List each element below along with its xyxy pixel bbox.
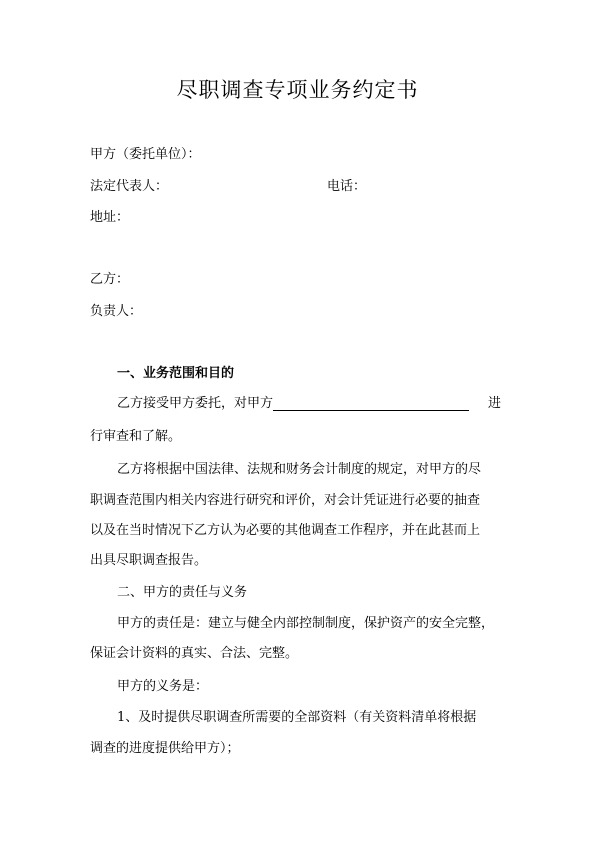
duty-label: 甲方的义务是： [117,679,209,694]
responsibility-line-2: 保证会计资料的真实、合法、完整。 [90,646,299,661]
responsibility-line-1: 甲方的责任是：建立与健全内部控制制度，保护资产的安全完整， [117,616,495,631]
party-a-label: 甲方（委托单位）： [90,147,201,162]
address-label: 地址： [90,210,130,225]
phone-label: 电话： [327,179,367,194]
paragraph-2-line-2: 职调查范围内相关内容进行研究和评价，对会计凭证进行必要的抽查 [90,493,481,508]
duty-1-line-2: 调查的进度提供给甲方）； [90,741,240,756]
section-1-paragraph-1 [117,392,469,411]
paragraph-2-line-4: 出具尽职调查报告。 [90,553,208,568]
paragraph-2-line-1: 乙方将根据中国法律、法规和财务会计制度的规定，对甲方的尽 [117,462,482,477]
legal-representative-label: 法定代表人： [90,179,169,194]
paragraph-1-text-before: 乙方接受甲方委托，对甲方 [117,396,274,411]
paragraph-1-text-after: 进 [488,396,502,411]
party-b-label: 乙方： [90,272,130,287]
section-2-heading: 二、甲方的责任与义务 [117,585,248,600]
paragraph-1-line-2: 行审查和了解。 [90,429,182,444]
duty-1-line-1: 1、及时提供尽职调查所需要的全部资料（有关资料清单将根据 [117,710,477,725]
document-title: 尽职调查专项业务约定书 [176,78,419,102]
principal-label: 负责人： [90,304,143,319]
fill-in-blank [273,396,469,411]
paragraph-2-line-3: 以及在当时情况下乙方认为必要的其他调查工作程序，并在此甚而上 [90,523,481,538]
section-1-heading: 一、业务范围和目的 [117,366,235,381]
